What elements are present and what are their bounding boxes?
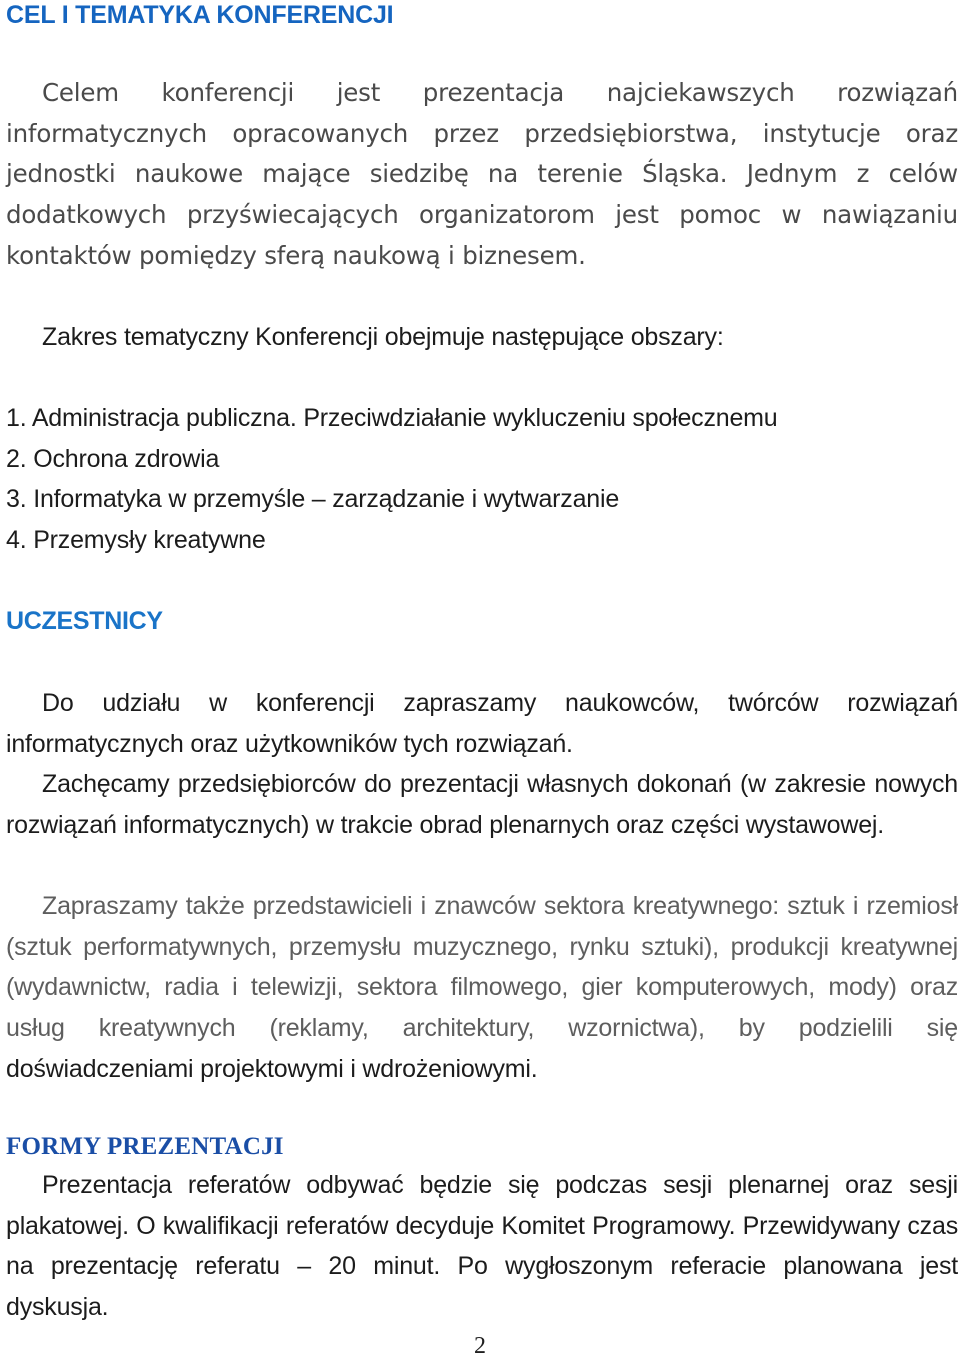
area-item: 3. Informatyka w przemyśle – zarządzanie i wytwarzanie — [6, 485, 620, 513]
area-item: 2. Ochrona zdrowia — [6, 444, 220, 473]
scope-intro: Zakres tematyczny Konferencji obejmuje następujące obszary: — [42, 323, 724, 351]
section-title-participants: UCZESTNICY — [6, 607, 163, 635]
section-title-goals: CEL I TEMATYKA KONFERENCJI — [6, 1, 394, 29]
area-item: 1. Administracja publiczna. Przeciwdziałanie wykluczeniu społecznemu — [6, 404, 778, 432]
section-title-presentation-forms: FORMY PREZENTACJI — [6, 1133, 284, 1160]
area-item: 4. Przemysły kreatywne — [6, 525, 266, 554]
participants-paragraph-1: Do udziału w konferencji zapraszamy naukowców, twórców rozwiązań informatycznych oraz użytkowników tych rozwiązań. — [6, 689, 958, 758]
presentation-paragraph: Prezentacja referatów odbywać będzie się podczas sesji plenarnej oraz sesji plakatowej. O kwalifikacji referatów decyduje Komitet Programowy. Przewidywany czas na prezentację referatu – 20 minut. Po wygłoszonym referacie planowana jest dyskusja. — [6, 1171, 958, 1322]
participants-paragraph-3-part-a: Zapraszamy także przedstawicieli i znawców sektora kreatywnego: sztuk i rzemiosł (sztuk performatywnych, przemysłu muzycznego, rynku sztuki), produkcji kreatywnej (wydawnictw, radia i telewizji, sektora filmowego, gier komputerowych, mody) oraz usług kreatywnych (reklamy, architektury, wzornictwa), by podzielili się — [6, 892, 958, 1043]
participants-paragraph-2: Zachęcamy przedsiębiorców do prezentacji własnych dokonań (w zakresie nowych rozwiązań informatycznych) w trakcie obrad plenarnych oraz części wystawowej. — [6, 770, 958, 839]
goals-paragraph: Celem konferencji jest prezentacja najciekawszych rozwiązań informatycznych opracowanych przez przedsiębiorstwa, instytucje oraz jednostki naukowe mające siedzibę na terenie Śląska. Jednym z celów dodatkowych przyświecających organizatorom jest pomoc w nawiązaniu kontaktów pomiędzy sferą naukową i biznesem. — [6, 78, 958, 270]
participants-paragraph-3-part-b: doświadczeniami projektowymi i wdrożeniowymi. — [6, 1054, 538, 1083]
participants-paragraph-3 — [6, 886, 958, 1090]
page-number: 2 — [474, 1333, 486, 1359]
areas-list — [6, 398, 958, 560]
